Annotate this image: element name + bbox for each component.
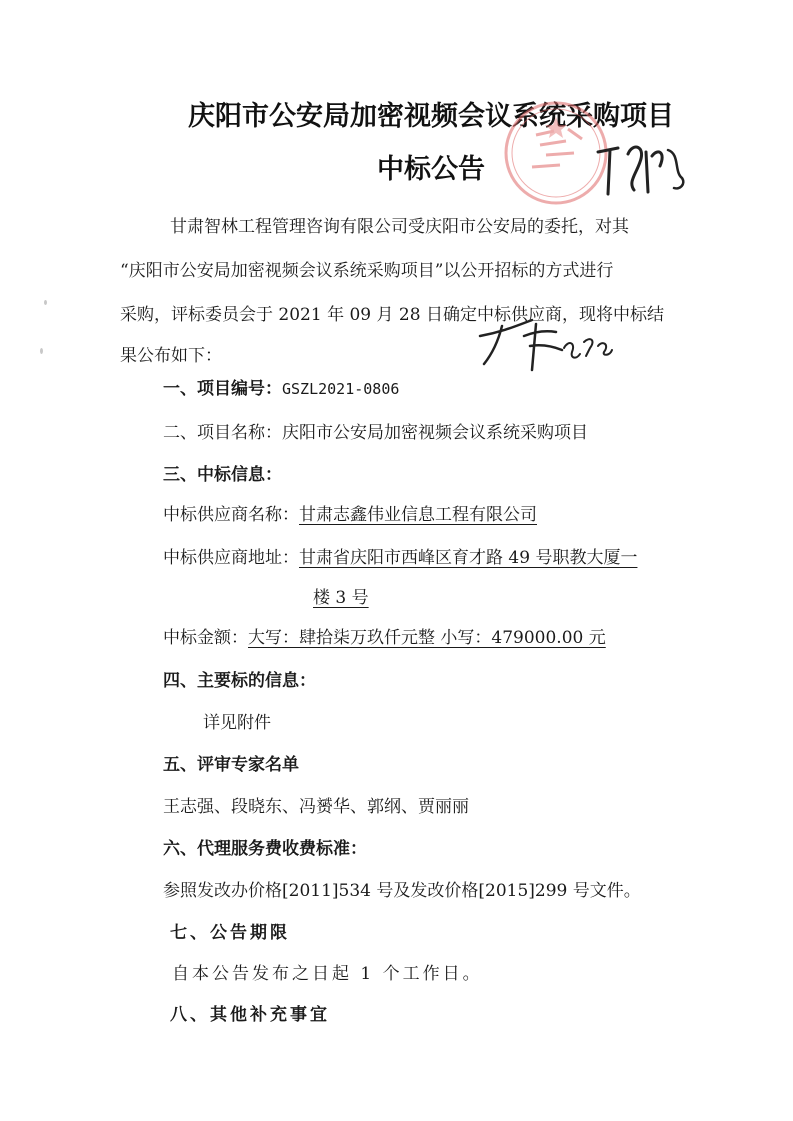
title-line-2: 中标公告 xyxy=(377,154,485,185)
experts-list-value: 王志强、段晓东、冯赟华、郭纲、贾丽丽 xyxy=(163,797,469,817)
section-heading: 八、其他补充事宜 xyxy=(170,1005,330,1025)
award-amount-label: 中标金额： xyxy=(163,628,248,648)
supplier-address-value-2: 楼 3 号 xyxy=(313,588,369,608)
scan-mark xyxy=(44,300,47,305)
project-number-value: GSZL2021-0806 xyxy=(282,380,400,398)
section-heading: 四、主要标的信息： xyxy=(163,671,316,691)
supplier-name-value: 甘肃志鑫伟业信息工程有限公司 xyxy=(299,505,537,525)
supplier-address-label: 中标供应商地址： xyxy=(163,548,299,568)
award-amount-row xyxy=(163,623,606,648)
main-items-value: 详见附件 xyxy=(203,713,271,733)
section-heading: 三、中标信息： xyxy=(163,465,282,485)
supplier-address-row xyxy=(163,543,637,568)
intro-line-4: 果公布如下： xyxy=(120,346,222,366)
handwritten-signature-2 xyxy=(472,306,622,376)
supplier-name-row xyxy=(163,500,537,525)
title-line-1: 庆阳市公安局加密视频会议系统采购项目 xyxy=(188,101,674,132)
section-project-number xyxy=(163,374,399,399)
section-project-name xyxy=(163,418,588,443)
section-heading: 七、公告期限 xyxy=(170,923,290,943)
section-heading: 六、代理服务费收费标准： xyxy=(163,839,367,859)
supplier-name-label: 中标供应商名称： xyxy=(163,505,299,525)
supplier-address-value-1: 甘肃省庆阳市西峰区育才路 49 号职教大厦一 xyxy=(299,548,638,568)
handwritten-signature-1 xyxy=(588,132,693,202)
notice-period-value: 自本公告发布之日起 1 个工作日。 xyxy=(172,964,483,984)
project-name-value: 庆阳市公安局加密视频会议系统采购项目 xyxy=(282,423,588,443)
section-heading: 五、评审专家名单 xyxy=(163,755,299,775)
intro-line-3: 采购，评标委员会于 2021 年 09 月 28 日确定中标供应商，现将中标结 xyxy=(120,305,664,325)
intro-line-1: 甘肃智林工程管理咨询有限公司受庆阳市公安局的委托，对其 xyxy=(170,217,629,237)
intro-line-2: “庆阳市公安局加密视频会议系统采购项目”以公开招标的方式进行 xyxy=(120,261,614,281)
section-heading: 二、项目名称： xyxy=(163,423,282,443)
section-heading: 一、项目编号： xyxy=(163,379,282,399)
scan-mark xyxy=(40,348,43,354)
fee-standard-value: 参照发改办价格[2011]534 号及发改价格[2015]299 号文件。 xyxy=(163,881,641,901)
award-amount-value: 大写：肆拾柒万玖仟元整 小写：479000.00 元 xyxy=(248,628,606,648)
